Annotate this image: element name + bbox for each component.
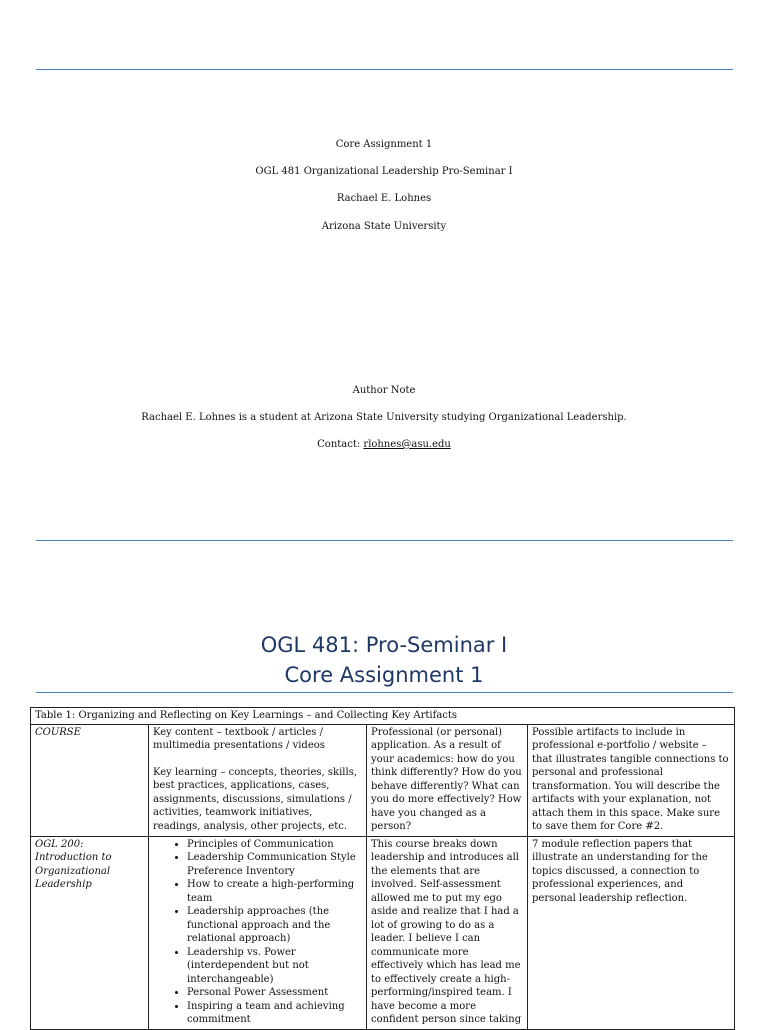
author-line: Rachael E. Lohnes bbox=[336, 193, 432, 204]
header-content bbox=[149, 724, 367, 836]
list-item: • Principles of Communication bbox=[187, 838, 362, 852]
contact-label: Contact: bbox=[317, 439, 364, 450]
title-line: Core Assignment 1 bbox=[335, 139, 433, 150]
page2-title-line2: Core Assignment 1 bbox=[284, 663, 484, 687]
row-artifacts: 7 module reflection papers that illustrate an understanding for the topics discussed, a connection to professional experiences, and personal leadership reflection. bbox=[528, 836, 735, 1029]
title-underline bbox=[36, 692, 733, 693]
header-application: Professional (or personal) application. As a result of your academics: how do you think differently? How do you behave differently? What can you do more effectively? How have you changed as a person? bbox=[367, 724, 528, 836]
table-row bbox=[31, 836, 735, 1029]
course-line: OGL 481 Organizational Leadership Pro-Seminar I bbox=[255, 166, 513, 177]
list-item: • Personal Power Assessment bbox=[187, 986, 362, 1000]
key-learnings-list bbox=[153, 838, 362, 1027]
learnings-table bbox=[30, 707, 735, 1030]
row-application: This course breaks down leadership and introduces all the elements that are involved. Self-assessment allowed me to put my ego aside and realize that I had a lot of growing to do as a leader. I believe I can communicate more effectively which has lead me to effectively create a high-performing/inspired team. I have become a more confident person since taking bbox=[367, 836, 528, 1029]
list-item: • How to create a high-performing team bbox=[187, 878, 362, 905]
list-item: • Leadership Communication Style Preference Inventory bbox=[187, 851, 362, 878]
table-caption: Table 1: Organizing and Reflecting on Key Learnings – and Collecting Key Artifacts bbox=[31, 708, 735, 725]
row-course: OGL 200: Introduction to Organizational Leadership bbox=[31, 836, 149, 1029]
contact-line bbox=[0, 438, 768, 452]
list-item: • Leadership approaches (the functional approach and the relational approach) bbox=[187, 905, 362, 946]
row-key-learnings bbox=[149, 836, 367, 1029]
author-note-text: Rachael E. Lohnes is a student at Arizona State University studying Organizational Leadership. bbox=[141, 412, 627, 423]
page2-title-line1: OGL 481: Pro-Seminar I bbox=[260, 633, 508, 657]
top-divider bbox=[36, 69, 733, 70]
email-link[interactable]: rlohnes@asu.edu bbox=[363, 439, 451, 450]
header-artifacts: Possible artifacts to include in professional e-portfolio / website – that illustrates tangible connections to personal and professional transformation. You will describe the artifacts with your explanation, not attach them in this space. Make sure to save them for Core #2. bbox=[528, 724, 735, 836]
table-caption-row bbox=[31, 708, 735, 725]
page-break-divider bbox=[36, 540, 733, 541]
header-course: COURSE bbox=[31, 724, 149, 836]
institution-line: Arizona State University bbox=[321, 221, 447, 232]
author-note-heading: Author Note bbox=[352, 385, 416, 396]
header-content-p1: Key content – textbook / articles / multimedia presentations / videos bbox=[153, 726, 325, 751]
list-item: • Leadership vs. Power (interdependent but not interchangeable) bbox=[187, 946, 362, 987]
table-header-row bbox=[31, 724, 735, 836]
header-content-p2: Key learning – concepts, theories, skills, best practices, applications, cases, assignments, discussions, simulations / activities, teamwork initiatives, readings, analysis, other projects, etc. bbox=[153, 766, 358, 832]
list-item: • Inspiring a team and achieving commitment bbox=[187, 1000, 362, 1027]
